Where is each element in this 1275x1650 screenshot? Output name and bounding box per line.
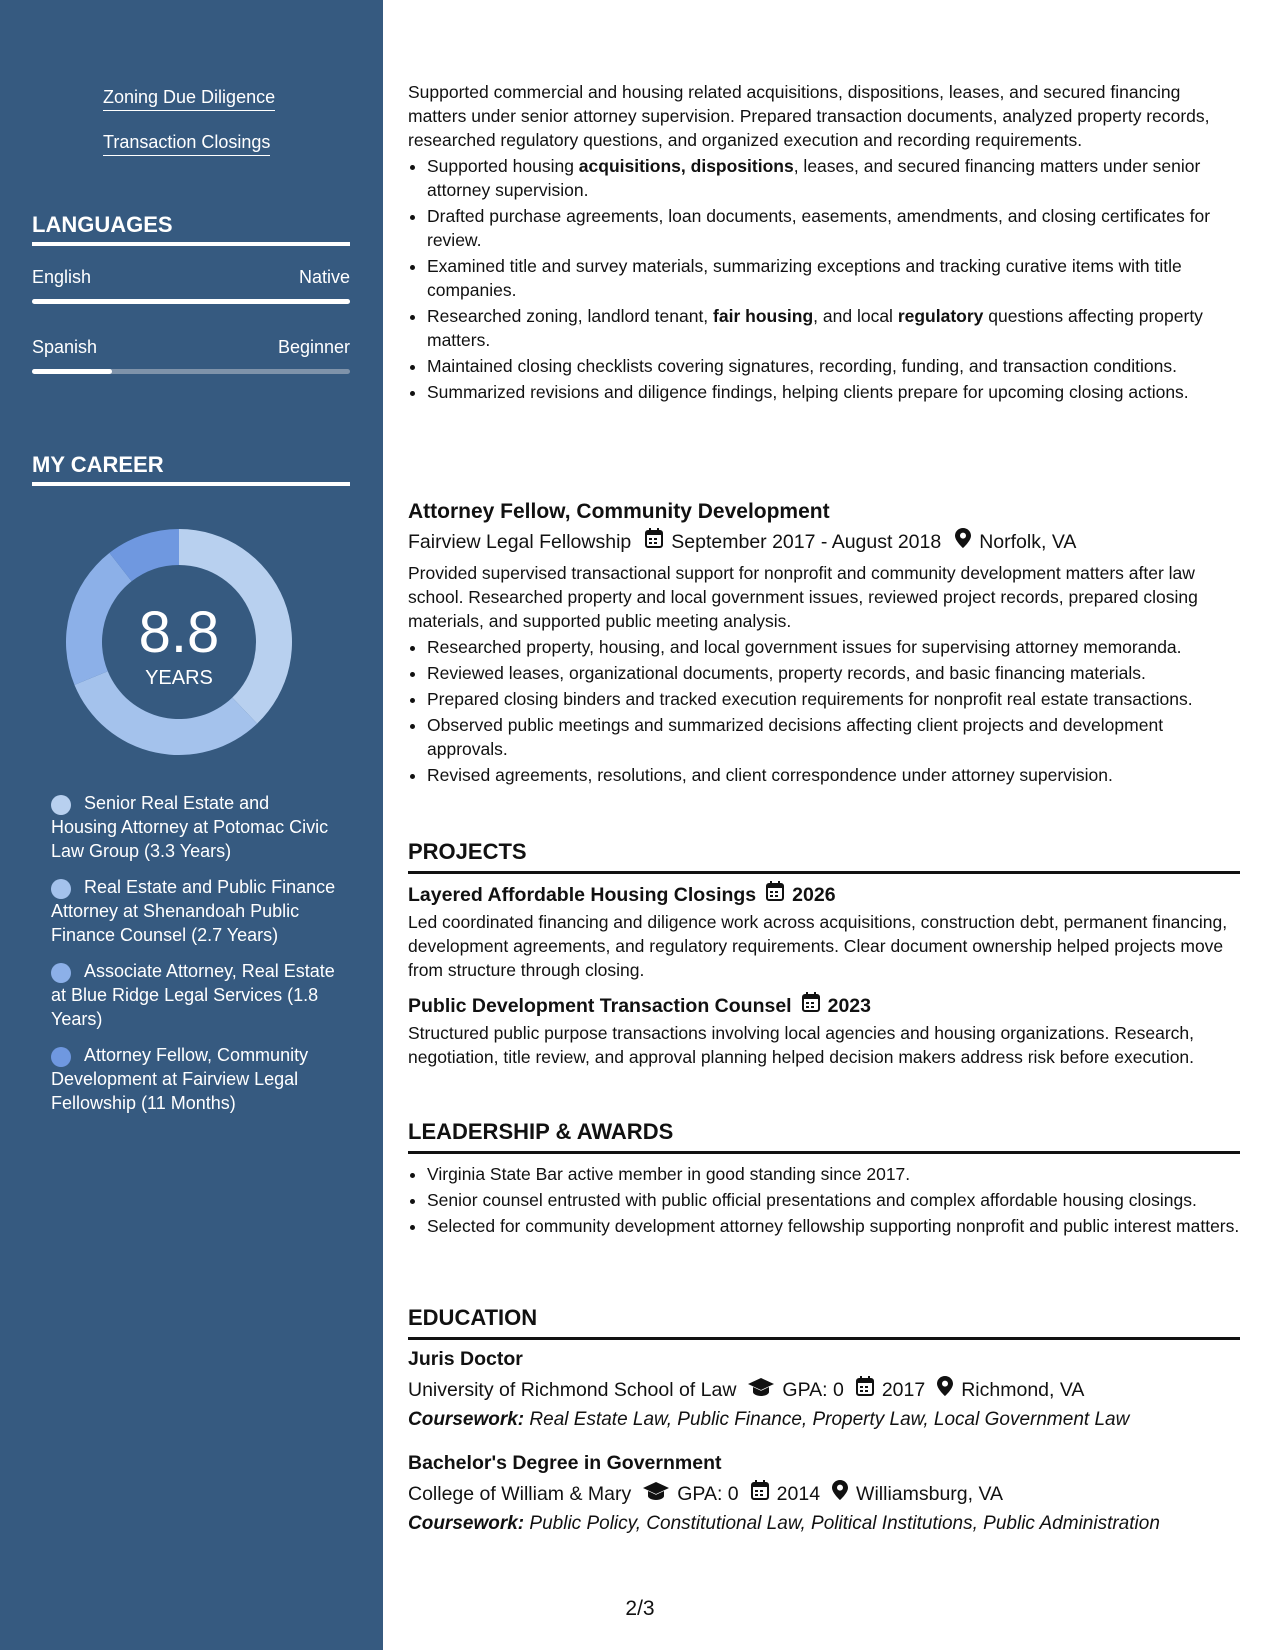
skill-link-zoning[interactable]: Zoning Due Diligence: [103, 86, 275, 111]
graduation-year: 2017: [881, 1379, 926, 1401]
skill-link-closings[interactable]: Transaction Closings: [103, 131, 270, 156]
career-item: [51, 959, 336, 1031]
job-bullet: • Revised agreements, resolutions, and client correspondence under attorney supervision.: [427, 763, 1240, 787]
language-name: Spanish: [32, 337, 98, 357]
career-total-value: 8.8: [138, 600, 220, 665]
language-level: Beginner: [277, 337, 350, 357]
projects-section: [408, 838, 1240, 1069]
education-heading: EDUCATION: [408, 1304, 1240, 1340]
graduation-cap-icon: [643, 1480, 669, 1508]
job-bullet: • Drafted purchase agreements, loan documents, easements, amendments, and closing certificates for review.: [427, 204, 1240, 252]
calendar-icon: [766, 881, 784, 908]
location-pin-icon: [832, 1480, 848, 1508]
job-location: Norfolk, VA: [979, 531, 1077, 553]
coursework: Coursework: Public Policy, Constitutional Law, Political Institutions, Public Administration: [408, 1513, 1160, 1534]
career-dot: [51, 795, 71, 815]
job-bullets: [408, 635, 1240, 787]
job-bullet: • Supported housing acquisitions, dispositions, leases, and secured financing matters under senior attorney supervision.: [427, 154, 1240, 202]
language-name: English: [32, 267, 92, 287]
calendar-icon: [645, 528, 663, 556]
sidebar: [0, 0, 383, 1650]
languages-heading: LANGUAGES: [32, 212, 350, 246]
job-bullet: • Maintained closing checklists covering signatures, recording, funding, and transaction conditions.: [427, 354, 1240, 378]
career-item-label: Real Estate and Public Finance Attorney at Shenandoah Public Finance Counsel (2.7 Years): [51, 877, 336, 945]
location-pin-icon: [937, 1376, 953, 1404]
career-item-label: Associate Attorney, Real Estate at Blue Ridge Legal Services (1.8 Years): [51, 961, 335, 1029]
career-item: [51, 1043, 336, 1115]
job-bullets: [408, 154, 1240, 404]
career-list: [51, 791, 336, 1127]
location-pin-icon: [955, 528, 971, 556]
job-bullet: • Observed public meetings and summarized decisions affecting client projects and development approvals.: [427, 713, 1240, 761]
career-dot: [51, 879, 71, 899]
project-title: Layered Affordable Housing Closings 2026: [408, 881, 1240, 908]
leadership-item: • Virginia State Bar active member in good standing since 2017.: [427, 1162, 1240, 1186]
project-year: 2023: [827, 994, 871, 1017]
school-location: Richmond, VA: [961, 1379, 1085, 1401]
leadership-bullets: [408, 1162, 1240, 1238]
job-summary: Supported commercial and housing related acquisitions, dispositions, leases, and secured financing matters under senior attorney supervision. Prepared transaction documents, analyzed property records, researched regulatory questions, and organized execution and recording requirements.: [408, 82, 1210, 150]
graduation-cap-icon: [748, 1376, 774, 1404]
calendar-icon: [856, 1376, 874, 1404]
leadership-section: [408, 1118, 1240, 1240]
language-level: Native: [298, 267, 350, 287]
job-bullet: • Researched zoning, landlord tenant, fair housing, and local regulatory questions affecting property matters.: [427, 304, 1240, 352]
job-summary: Provided supervised transactional support for nonprofit and community development matters after law school. Researched property and local government issues, reviewed project records, prepared closing materials, and supported public meeting analysis.: [408, 563, 1198, 631]
coursework: Coursework: Real Estate Law, Public Finance, Property Law, Local Government Law: [408, 1409, 1130, 1430]
education-meta: [408, 1480, 1240, 1508]
education-section: [408, 1304, 1240, 1538]
gpa: GPA: 0: [677, 1483, 739, 1505]
language-row-english: [32, 267, 350, 288]
project-description: Structured public purpose transactions involving local agencies and housing organizations. Research, negotiation, title review, and approval planning helped decision makers address risk before execution.: [408, 1023, 1195, 1067]
career-item: [51, 875, 336, 947]
degree-title: Bachelor's Degree in Government: [408, 1452, 722, 1474]
language-bar-spanish: [32, 369, 350, 374]
job-title: Attorney Fellow, Community Development: [408, 500, 830, 523]
job-meta: [408, 528, 1240, 556]
job-bullet: • Reviewed leases, organizational documents, property records, and basic financing materials.: [427, 661, 1240, 685]
job-bullet: • Summarized revisions and diligence findings, helping clients prepare for upcoming closing actions.: [427, 380, 1240, 404]
leadership-item: • Selected for community development attorney fellowship supporting nonprofit and public interest matters.: [427, 1214, 1240, 1238]
school-name: College of William & Mary: [408, 1483, 632, 1505]
experience-job-1: [408, 80, 1240, 406]
project-year: 2026: [792, 883, 836, 906]
job-dates: September 2017 - August 2018: [671, 531, 942, 553]
project-description: Led coordinated financing and diligence work across acquisitions, construction debt, permanent financing, development agreements, and regulatory requirements. Clear document ownership helped projects move from structure through closing.: [408, 912, 1228, 980]
career-total: [66, 600, 292, 690]
school-name: University of Richmond School of Law: [408, 1379, 737, 1401]
job-bullet: • Prepared closing binders and tracked execution requirements for nonprofit real estate transactions.: [427, 687, 1240, 711]
project-title: Public Development Transaction Counsel 2023: [408, 992, 1240, 1019]
job-organization: Fairview Legal Fellowship: [408, 531, 632, 553]
school-location: Williamsburg, VA: [856, 1483, 1004, 1505]
career-heading: MY CAREER: [32, 452, 350, 486]
graduation-year: 2014: [776, 1483, 821, 1505]
job-bullet: • Examined title and survey materials, summarizing exceptions and tracking curative items with title companies.: [427, 254, 1240, 302]
career-item-label: Senior Real Estate and Housing Attorney at Potomac Civic Law Group (3.3 Years): [51, 793, 329, 861]
career-dot: [51, 1047, 71, 1067]
page-number: 2/3: [625, 1597, 655, 1620]
projects-heading: PROJECTS: [408, 838, 1240, 874]
career-total-unit: YEARS: [145, 667, 213, 689]
education-meta: [408, 1376, 1240, 1404]
leadership-item: • Senior counsel entrusted with public official presentations and complex affordable housing closings.: [427, 1188, 1240, 1212]
degree-title: Juris Doctor: [408, 1348, 523, 1370]
gpa: GPA: 0: [782, 1379, 844, 1401]
language-row-spanish: [32, 337, 350, 358]
job-bullet: • Researched property, housing, and local government issues for supervising attorney memoranda.: [427, 635, 1240, 659]
language-bar-english: [32, 299, 350, 304]
calendar-icon: [802, 992, 820, 1019]
language-bar-fill: [32, 299, 350, 304]
career-item: [51, 791, 336, 863]
language-bar-fill: [32, 369, 112, 374]
leadership-heading: LEADERSHIP & AWARDS: [408, 1118, 1240, 1154]
calendar-icon: [751, 1480, 769, 1508]
experience-job-2: [408, 498, 1240, 789]
career-dot: [51, 963, 71, 983]
career-item-label: Attorney Fellow, Community Development at Fairview Legal Fellowship (11 Months): [51, 1045, 309, 1113]
